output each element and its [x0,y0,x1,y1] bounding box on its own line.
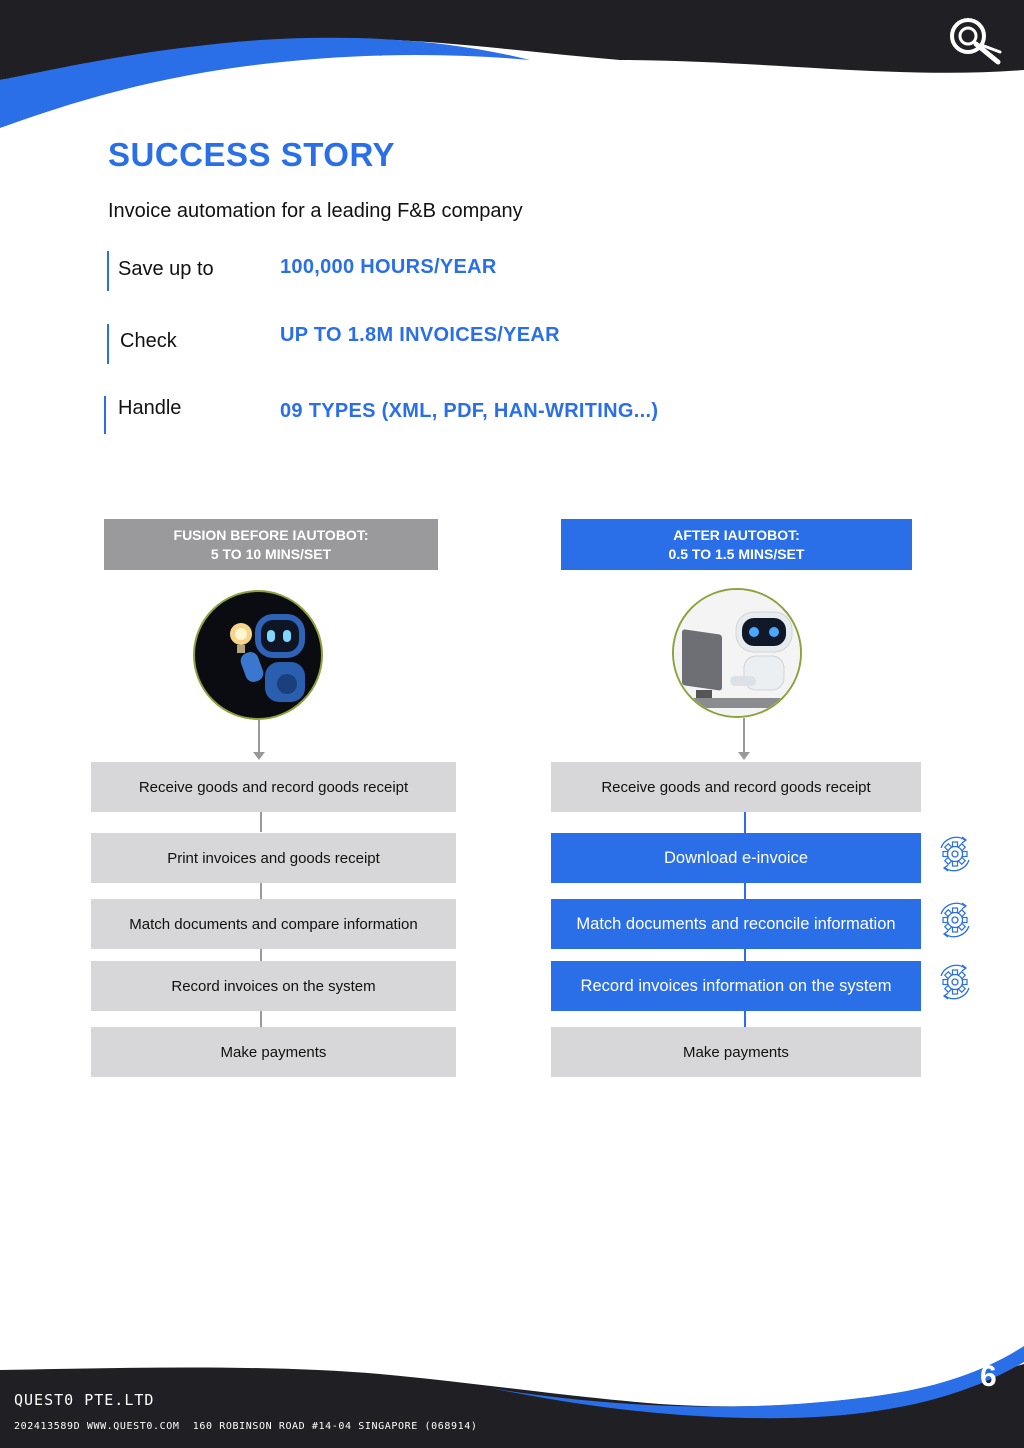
gear-automation-icon [935,834,975,879]
connector-line [260,883,262,899]
before-heading-line2: 5 TO 10 MINS/SET [210,545,332,562]
before-heading-line1: FUSION BEFORE IAUTOBOT: [173,526,369,543]
arrow-down-icon [738,752,750,760]
before-step-3: Match documents and compare information [91,899,456,949]
page-title: SUCCESS STORY [108,136,396,173]
stat-label-handle: Handle [118,397,182,419]
before-heading [104,519,438,570]
stat-divider [107,251,109,291]
header-wave [0,0,1024,140]
footer-company: QUEST0 PTE.LTD [14,1391,155,1409]
footer-info: 202413589D WWW.QUEST0.COM 160 ROBINSON ROAD #14-04 SINGAPORE (068914) [14,1421,478,1432]
robot-with-lightbulb-icon [193,590,323,720]
connector-line [260,949,262,961]
gear-automation-icon [935,900,975,945]
stat-divider [107,324,109,364]
after-step-3: Match documents and reconcile information [551,899,921,949]
connector-line [744,949,746,961]
connector-line [743,718,745,756]
after-heading-line2: 0.5 TO 1.5 MINS/SET [668,545,805,562]
before-step-2: Print invoices and goods receipt [91,833,456,883]
stat-divider [104,396,106,434]
after-step-5: Make payments [551,1027,921,1077]
after-heading-line1: AFTER IAUTOBOT: [673,526,800,543]
page-subtitle: Invoice automation for a leading F&B company [108,200,523,222]
arrow-down-icon [253,752,265,760]
after-heading [561,519,912,570]
logo-icon [938,8,1010,66]
after-step-1: Receive goods and record goods receipt [551,762,921,812]
stat-value-handle: 09 TYPES (XML, PDF, HAN-WRITING...) [280,400,659,422]
connector-line [744,1011,746,1027]
connector-line [744,812,746,833]
after-step-2: Download e-invoice [551,833,921,883]
connector-line [260,812,262,832]
after-step-4: Record invoices information on the system [551,961,921,1011]
page-number: 6 [980,1360,997,1393]
gear-automation-icon [935,962,975,1007]
connector-line [258,720,260,756]
robot-at-computer-icon [672,588,802,718]
before-step-5: Make payments [91,1027,456,1077]
connector-line [260,1011,262,1027]
stat-value-save: 100,000 HOURS/YEAR [280,256,497,278]
connector-line [744,883,746,899]
before-step-4: Record invoices on the system [91,961,456,1011]
stat-label-check: Check [120,330,177,352]
stat-value-check: UP TO 1.8M INVOICES/YEAR [280,324,560,346]
stat-label-save: Save up to [118,258,214,280]
before-step-1: Receive goods and record goods receipt [91,762,456,812]
